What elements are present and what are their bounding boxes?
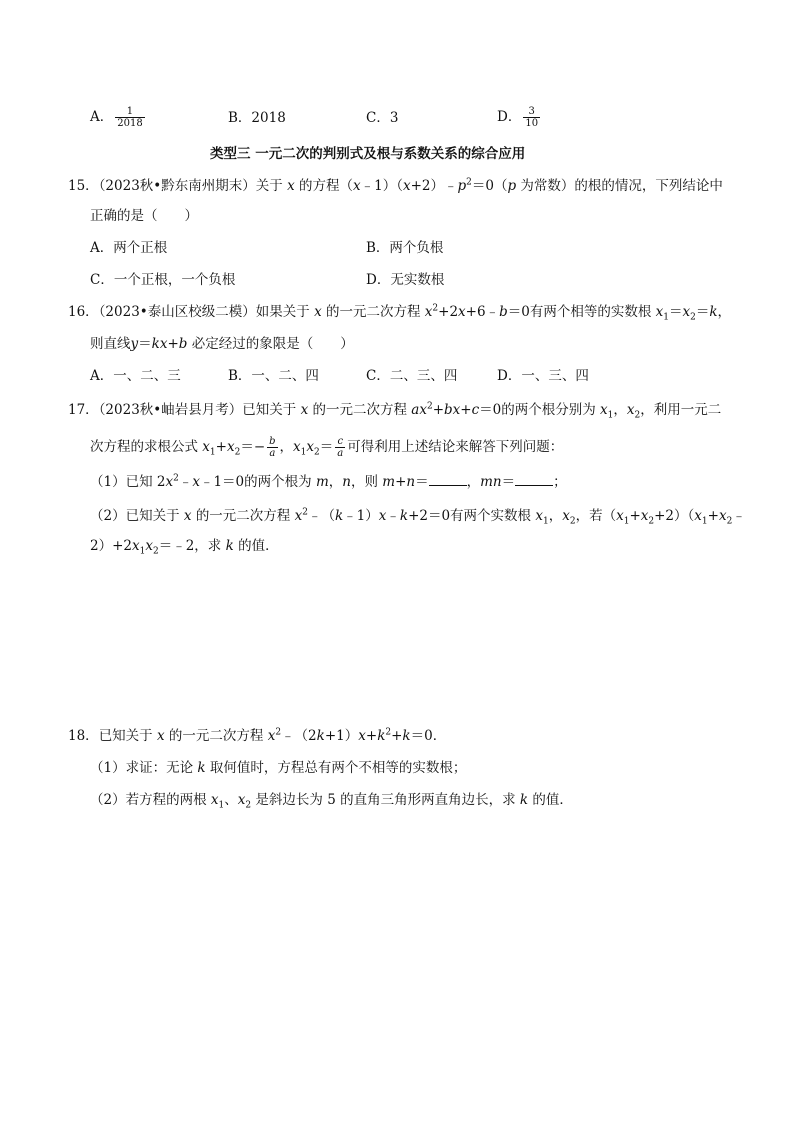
q14-option-d: D． $\frac{3}{10}$ bbox=[497, 106, 539, 129]
q16-option-d: D．一、三、四 bbox=[497, 368, 589, 384]
answer-blank bbox=[515, 473, 553, 486]
q14-option-a: A． $\frac{1}{2018}$ bbox=[90, 106, 143, 129]
question-17-part-2-line-1: （2）已知关于 x 的一元二次方程 $x^2﹣(k﹣1)x﹣k+2=0$有两个实数根 $x_1$，$x_2$，若$(x_1+x_2+2)(x_1+x_2﹣$ bbox=[90, 507, 746, 527]
question-18-part-1: （1）求证：无论 k 取何值时，方程总有两个不相等的实数根； bbox=[90, 760, 467, 776]
fraction: $\frac{1}{2018}$ bbox=[117, 106, 143, 129]
q14-option-c: C．3 bbox=[366, 110, 399, 126]
question-17-line-1: 17．（2023秋•岫岩县月考）已知关于 x 的一元二次方程 $ax^2+bx+c=0$的两个根分别为 $x_1$，$x_2$，利用一元二 bbox=[68, 401, 722, 421]
section-title: 类型三 一元二次的判别式及根与系数关系的综合应用 bbox=[210, 146, 526, 162]
q15-option-c: C．一个正根，一个负根 bbox=[90, 272, 236, 288]
question-17-part-1: （1）已知 $2x^2﹣x﹣1=0$的两个根为 m，n，则 m+n＝ ，mn＝ ； bbox=[90, 473, 567, 490]
question-17-line-2: 次方程的求根公式 $x_1+x_2=-$ $\frac{b}{a}$ ，$x_1x_2=$ $\frac{c}{a}$ 可得利用上述结论来解答下列问题： bbox=[90, 436, 564, 459]
fraction: $\frac{3}{10}$ bbox=[525, 106, 539, 129]
q14-option-b: B．2018 bbox=[228, 110, 286, 126]
q16-option-a: A．一、二、三 bbox=[90, 368, 181, 384]
question-18-line-1: 18．已知关于 x 的一元二次方程 $x^2﹣(2k+1)x+k^2+k=0$． bbox=[68, 727, 447, 744]
q16-option-b: B．一、二、四 bbox=[228, 368, 319, 384]
question-16-line-1: 16．（2023•泰山区校级二模）如果关于 x 的一元二次方程 $x^2+2x+6﹣b=0$有两个相等的实数根 $x_1=x_2=k$， bbox=[68, 303, 732, 323]
question-18-part-2: （2）若方程的两根 $x_1$、$x_2$ 是斜边长为 5 的直角三角形两直角边长，求 k 的值． bbox=[90, 792, 573, 811]
q15-option-b: B．两个负根 bbox=[366, 240, 444, 256]
question-16-line-2: 则直线y＝kx+b 必定经过的象限是（ ） bbox=[90, 336, 354, 352]
question-17-part-2-line-2: $2)+2x_1x_2=﹣2$，求 k 的值． bbox=[90, 538, 279, 557]
question-15-line-1: 15．（2023秋•黔东南州期末）关于 x 的方程$(x﹣1)(x+2)﹣p^2=0(p$ 为常数）的根的情况，下列结论中 bbox=[68, 177, 723, 194]
q15-option-d: D．无实数根 bbox=[366, 272, 445, 288]
q16-option-c: C．二、三、四 bbox=[366, 368, 458, 384]
answer-blank bbox=[429, 473, 467, 486]
q15-option-a: A．两个正根 bbox=[90, 240, 168, 256]
question-15-line-2: 正确的是（ ） bbox=[90, 208, 198, 224]
